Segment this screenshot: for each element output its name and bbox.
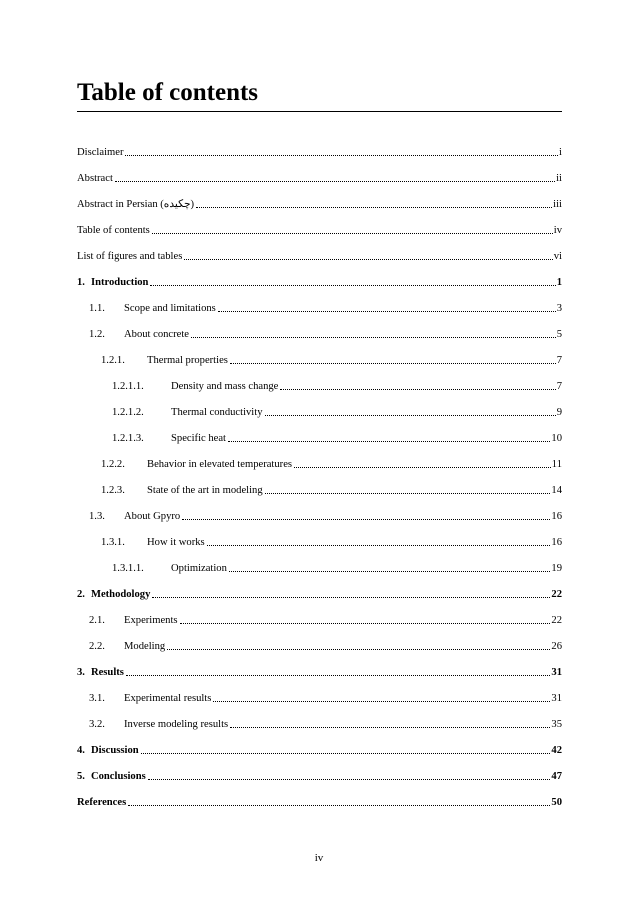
toc-entry[interactable] [77,273,562,289]
toc-entry-page: 31 [551,693,562,704]
toc-entry[interactable] [89,299,562,315]
toc-entry[interactable] [89,611,562,627]
toc-entry-label: Density and mass change [171,381,279,392]
toc-entry-number: 1.2.1. [101,355,125,366]
toc-entry[interactable] [101,351,562,367]
toc-entry-label: How it works [147,537,205,548]
toc-entry-number: 5. [77,771,85,782]
toc-entry-number: 3. [77,667,85,678]
dot-leader [128,805,550,806]
dot-leader [184,259,552,260]
toc-entry[interactable] [101,481,562,497]
dot-leader [207,545,551,546]
toc-entry-label: Specific heat [171,433,227,444]
toc-entry-page: 26 [551,641,562,652]
toc-entry-label: Scope and limitations [124,303,216,314]
toc-entry-number: 1.2.1.3. [112,433,144,444]
toc-entry-label: Table of contents [77,225,150,236]
toc-entry-label: Inverse modeling results [124,719,229,730]
page-number: iv [314,852,324,864]
toc-entry-page: 3 [556,303,562,314]
toc-entry[interactable] [112,377,562,393]
dot-leader [126,675,550,676]
toc-entry-label: Thermal properties [147,355,228,366]
dot-leader [152,233,553,234]
toc-entry-page: 47 [551,771,562,782]
toc-entry-label: About Gpyro [124,511,181,522]
toc-entry[interactable] [77,221,562,237]
toc-entry-number: 1.1. [89,303,105,314]
toc-entry[interactable] [89,325,562,341]
toc-entry-label: Discussion [90,745,139,756]
toc-entry[interactable] [89,689,562,705]
toc-entry[interactable] [101,533,562,549]
dot-leader [228,441,550,442]
toc-entry-number: 1.3.1. [101,537,125,548]
toc-entry-page: 16 [551,511,562,522]
dot-leader [148,779,551,780]
dot-leader [182,519,550,520]
dot-leader [265,493,551,494]
toc-entry-page: iii [553,199,562,210]
toc-entry-page: 10 [551,433,562,444]
toc-entry-number: 1.2.1.2. [112,407,144,418]
dot-leader [152,597,550,598]
toc-entry-number: 1.2.2. [101,459,125,470]
toc-entry-page: 7 [556,381,562,392]
dot-leader [167,649,550,650]
toc-entry-page: 35 [551,719,562,730]
toc-entry[interactable] [89,637,562,653]
toc-entry-page: 5 [556,329,562,340]
toc-entry[interactable] [112,403,562,419]
toc-entry-page: 22 [551,615,562,626]
toc-entry-label: Behavior in elevated temperatures [147,459,293,470]
toc-entry-label: Introduction [90,277,149,288]
toc-entry[interactable] [89,715,562,731]
toc-entry-label: Abstract in Persian (چکیده) [77,199,195,210]
dot-leader [265,415,556,416]
toc-entry-number: 1.3.1.1. [112,563,144,574]
toc-entry[interactable] [89,507,562,523]
toc-entry-page: 16 [551,537,562,548]
toc-entry-number: 2.2. [89,641,105,652]
dot-leader [141,753,551,754]
toc-entry-number: 2.1. [89,615,105,626]
toc-entry-label: Results [90,667,124,678]
dot-leader [213,701,550,702]
toc-entry[interactable] [77,767,562,783]
toc-entry-page: 11 [551,459,562,470]
dot-leader [229,571,551,572]
toc-heading: Table of contents [77,79,259,106]
toc-entry-page: 42 [551,745,562,756]
toc-entry-number: 1. [77,277,85,288]
dot-leader [125,155,558,156]
dot-leader [150,285,555,286]
toc-entry-number: 1.2. [89,329,105,340]
toc-entry-number: 3.1. [89,693,105,704]
dot-leader [230,363,556,364]
toc-entry[interactable] [112,429,562,445]
toc-entry-label: References [77,797,127,808]
toc-entry-label: Thermal conductivity [171,407,263,418]
toc-entry-number: 1.2.3. [101,485,125,496]
toc-entry[interactable] [77,663,562,679]
toc-entry-page: ii [556,173,562,184]
dot-leader [191,337,556,338]
toc-entry-page: vi [553,251,562,262]
toc-entry-number: 3.2. [89,719,105,730]
dot-leader [196,207,552,208]
dot-leader [218,311,556,312]
toc-entry-page: iv [553,225,562,236]
toc-entry-label: Experiments [124,615,178,626]
dot-leader [230,727,550,728]
toc-entry-page: 19 [551,563,562,574]
toc-entry-page: 7 [556,355,562,366]
dot-leader [294,467,551,468]
toc-entry-number: 1.3. [89,511,105,522]
toc-entry[interactable] [77,247,562,263]
toc-entry-page: i [559,147,562,158]
heading-rule [77,111,562,112]
toc-entry-page: 50 [551,797,562,808]
dot-leader [180,623,551,624]
toc-entry-page: 31 [551,667,562,678]
toc-entry[interactable] [77,793,562,809]
toc-entry-number: 4. [77,745,85,756]
toc-entry[interactable] [77,195,562,211]
toc-entry[interactable] [77,585,562,601]
toc-entry-label: Modeling [124,641,166,652]
dot-leader [280,389,555,390]
toc-entry[interactable] [77,741,562,757]
toc-entry-label: Abstract [77,173,113,184]
toc-entry-label: Conclusions [90,771,146,782]
toc-entry-page: 1 [556,277,562,288]
toc-entry-page: 9 [556,407,562,418]
toc-entry[interactable] [77,169,562,185]
toc-entry-label: About concrete [124,329,190,340]
toc-entry[interactable] [77,143,562,159]
toc-entry-label: State of the art in modeling [147,485,263,496]
toc-entry-number: 1.2.1.1. [112,381,144,392]
toc-entry-page: 14 [551,485,562,496]
toc-entry-label: Optimization [171,563,227,574]
toc-entry-label: Experimental results [124,693,212,704]
toc-entry-label: List of figures and tables [77,251,183,262]
toc-entry[interactable] [112,559,562,575]
toc-entry-page: 22 [551,589,562,600]
toc-entry-label: Methodology [90,589,151,600]
dot-leader [115,181,555,182]
toc-entry-label: Disclaimer [77,147,124,158]
toc-entry-number: 2. [77,589,85,600]
toc-entry[interactable] [101,455,562,471]
